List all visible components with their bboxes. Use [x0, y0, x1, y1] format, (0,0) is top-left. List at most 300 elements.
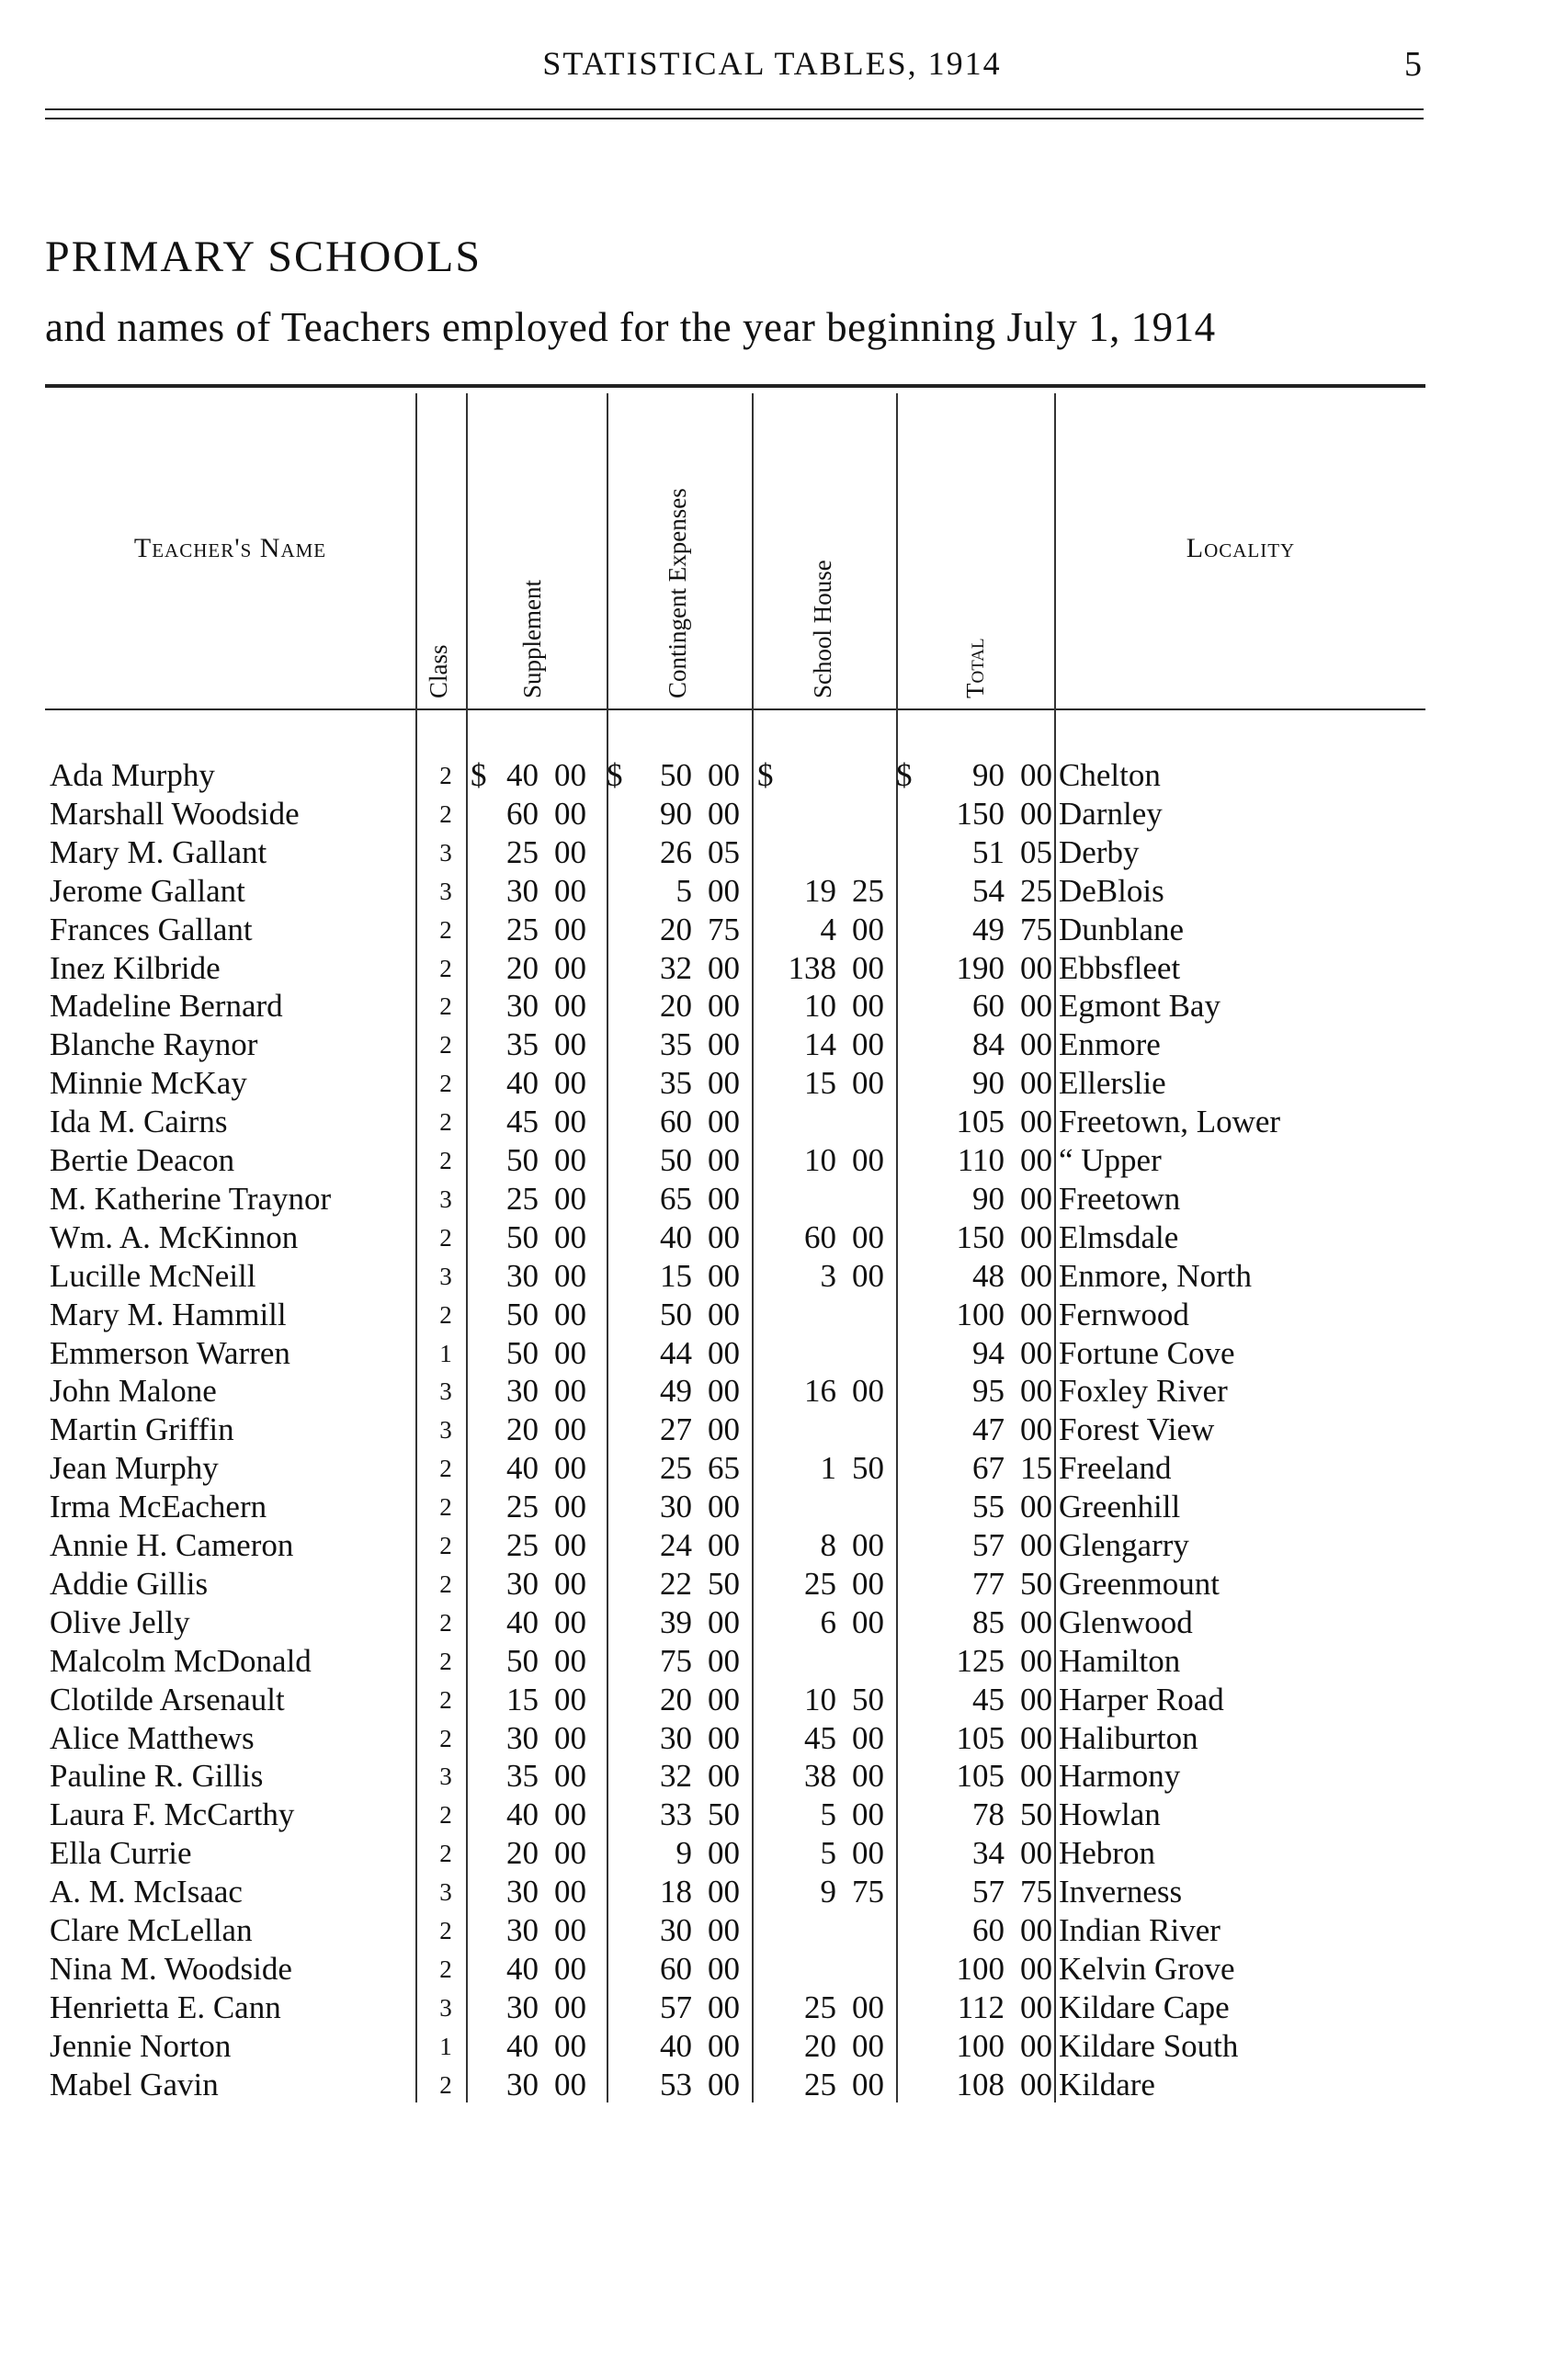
school-house-value-cents: 00 [852, 1527, 884, 1563]
contingent-value [620, 1796, 740, 1834]
contingent-value-cents: 50 [708, 1565, 740, 1602]
total-value-dollars: 100 [956, 1296, 1005, 1332]
column-header-supplement: Supplement [518, 580, 546, 698]
school-house-value [763, 1296, 884, 1334]
school-house-value-dollars: 4 [820, 911, 836, 947]
contingent-value [620, 1257, 740, 1296]
total-value-cents: 00 [1020, 1104, 1052, 1140]
class-value: 2 [439, 992, 452, 1021]
table-row [0, 2066, 1544, 2104]
supplement-value-cents: 00 [554, 1373, 586, 1410]
contingent-value-dollars: 44 [660, 1334, 692, 1371]
header-rule-bottom [45, 118, 1424, 119]
supplement-value-dollars: 40 [506, 1450, 539, 1487]
column-header-contingent: Contingent Expenses [664, 488, 691, 698]
total-value-cents: 00 [1020, 1681, 1052, 1717]
class-value: 2 [439, 1223, 452, 1252]
supplement-value [496, 1526, 586, 1565]
contingent-value-dollars: 18 [660, 1874, 692, 1910]
total-value-dollars: 150 [956, 1218, 1005, 1255]
total-value [914, 872, 1052, 911]
total-value-cents: 05 [1020, 833, 1052, 870]
contingent-value-dollars: 60 [660, 1950, 692, 1987]
total-value-dollars: 94 [972, 1334, 1005, 1371]
locality-value: Freetown [1059, 1180, 1181, 1217]
total-value-cents: 00 [1020, 1912, 1052, 1948]
school-house-value-cents: 00 [852, 1026, 884, 1063]
school-house-value-dollars: 8 [820, 1527, 836, 1563]
contingent-value-dollars: 40 [660, 1218, 692, 1255]
total-value-cents: 00 [1020, 1296, 1052, 1332]
total-value [914, 1141, 1052, 1180]
school-house-value-cents: 00 [852, 1065, 884, 1102]
total-value-dollars: 190 [956, 949, 1005, 986]
contingent-value-cents: 00 [708, 872, 740, 909]
class-value: 2 [439, 1724, 452, 1752]
total-value-dollars: 90 [972, 1065, 1005, 1102]
class-value: 2 [439, 1070, 452, 1098]
supplement-value [496, 1989, 586, 2027]
contingent-value [620, 1681, 740, 1719]
contingent-value [620, 1950, 740, 1989]
locality-value: Kildare Cape [1059, 1989, 1230, 2025]
supplement-value-dollars: 25 [506, 833, 539, 870]
contingent-value-dollars: 9 [676, 1835, 692, 1872]
table-row [0, 795, 1544, 833]
school-house-value-cents: 00 [852, 1719, 884, 1756]
total-value-cents: 00 [1020, 1950, 1052, 1987]
school-house-value-dollars: 1 [820, 1450, 836, 1487]
class-value: 2 [439, 1685, 452, 1714]
locality-value: Inverness [1059, 1874, 1183, 1910]
supplement-value-dollars: 30 [506, 2066, 539, 2102]
total-value-dollars: 105 [956, 1104, 1005, 1140]
supplement-value [496, 911, 586, 949]
total-value-dollars: 90 [972, 1180, 1005, 1217]
contingent-value-dollars: 65 [660, 1180, 692, 1217]
total-value-dollars: 57 [972, 1527, 1005, 1563]
school-house-value [763, 1526, 884, 1565]
school-house-value [763, 1834, 884, 1873]
class-value: 2 [439, 1917, 452, 1944]
table-row [0, 1411, 1544, 1449]
supplement-value-dollars: 25 [506, 911, 539, 947]
teacher-name: Annie H. Cameron [50, 1527, 294, 1563]
table-row [0, 911, 1544, 949]
total-value [914, 833, 1052, 872]
school-house-value [763, 795, 884, 833]
locality-value: Harmony [1059, 1758, 1181, 1795]
contingent-value [620, 1296, 740, 1334]
school-house-value [763, 1796, 884, 1834]
school-house-value-dollars: 60 [804, 1218, 836, 1255]
table-row [0, 1026, 1544, 1064]
contingent-value-cents: 00 [708, 1065, 740, 1102]
locality-value: “ Upper [1059, 1142, 1162, 1178]
school-house-value [763, 1257, 884, 1296]
contingent-value-cents: 05 [708, 833, 740, 870]
total-value-dollars: 112 [957, 1989, 1005, 2025]
teacher-name: Marshall Woodside [50, 795, 300, 832]
supplement-value-cents: 00 [554, 1565, 586, 1602]
contingent-value-cents: 00 [708, 1334, 740, 1371]
total-value-dollars: 105 [956, 1758, 1005, 1795]
contingent-value [620, 1911, 740, 1950]
total-value [914, 795, 1052, 833]
supplement-value-cents: 00 [554, 1604, 586, 1640]
school-house-value [763, 949, 884, 988]
teacher-name: Mary M. Gallant [50, 833, 267, 870]
school-house-value [763, 1757, 884, 1796]
total-value-dollars: 34 [972, 1835, 1005, 1872]
column-header-school-house: School House [809, 560, 836, 698]
locality-value: Enmore, North [1059, 1257, 1252, 1294]
contingent-value-dollars: 53 [660, 2066, 692, 2102]
school-house-value-cents: 00 [852, 1835, 884, 1872]
table-row [0, 872, 1544, 911]
teacher-name: Jennie Norton [50, 2027, 232, 2064]
supplement-value [496, 1796, 586, 1834]
supplement-value-dollars: 40 [506, 1604, 539, 1640]
total-value-dollars: 55 [972, 1489, 1005, 1525]
contingent-value [620, 1026, 740, 1064]
class-value: 2 [439, 1840, 452, 1868]
teacher-name: Frances Gallant [50, 911, 253, 947]
supplement-value-cents: 00 [554, 2027, 586, 2064]
school-house-value-dollars: 10 [804, 1142, 836, 1178]
table-row [0, 1565, 1544, 1604]
contingent-value [620, 911, 740, 949]
school-house-value [763, 1026, 884, 1064]
contingent-value [620, 795, 740, 833]
teacher-name: Pauline R. Gillis [50, 1758, 264, 1795]
table-row [0, 1681, 1544, 1719]
school-house-value-cents: 00 [852, 2027, 884, 2064]
locality-value: Kildare [1059, 2066, 1155, 2102]
total-value-cents: 00 [1020, 1026, 1052, 1063]
total-value-dollars: 150 [956, 795, 1005, 832]
supplement-value-cents: 00 [554, 1104, 586, 1140]
contingent-value-dollars: 32 [660, 1758, 692, 1795]
total-value-dollars: 95 [972, 1373, 1005, 1410]
total-value [914, 1565, 1052, 1604]
table-row [0, 1873, 1544, 1911]
teacher-name: John Malone [50, 1373, 217, 1410]
class-value: 2 [439, 1532, 452, 1559]
school-house-value-dollars: 25 [804, 1989, 836, 2025]
table-row [0, 2027, 1544, 2066]
teacher-name: Addie Gillis [50, 1565, 209, 1602]
school-house-value [763, 1218, 884, 1257]
total-value [914, 1180, 1052, 1218]
total-value-cents: 00 [1020, 2066, 1052, 2102]
table-row [0, 1911, 1544, 1950]
table-row [0, 1488, 1544, 1526]
supplement-value [496, 1411, 586, 1449]
locality-value: Ellerslie [1059, 1065, 1166, 1102]
locality-value: Dunblane [1059, 911, 1185, 947]
supplement-value [496, 756, 586, 795]
contingent-value [620, 1834, 740, 1873]
page-subtitle: and names of Teachers employed for the year beginning July 1, 1914 [45, 304, 1216, 350]
table-header-rule [45, 708, 1425, 710]
school-house-value [763, 1180, 884, 1218]
teacher-name: Mabel Gavin [50, 2066, 219, 2102]
supplement-value-dollars: 50 [506, 1642, 539, 1679]
currency-sign: $ [471, 757, 487, 793]
supplement-value-cents: 00 [554, 1411, 586, 1448]
teacher-name: Alice Matthews [50, 1719, 255, 1756]
total-value [914, 1642, 1052, 1681]
supplement-value-cents: 00 [554, 949, 586, 986]
school-house-value-dollars: 38 [804, 1758, 836, 1795]
class-value: 2 [439, 1955, 452, 1983]
class-value: 2 [439, 1300, 452, 1329]
school-house-value-cents: 50 [852, 1450, 884, 1487]
supplement-value-cents: 00 [554, 1912, 586, 1948]
school-house-value [763, 911, 884, 949]
school-house-value [763, 1911, 884, 1950]
supplement-value-cents: 00 [554, 1874, 586, 1910]
contingent-value [620, 1488, 740, 1526]
supplement-value-cents: 00 [554, 1180, 586, 1217]
locality-value: Chelton [1059, 757, 1161, 793]
supplement-value-cents: 00 [554, 1642, 586, 1679]
table-row [0, 1180, 1544, 1218]
total-value [914, 1411, 1052, 1449]
table-row [0, 833, 1544, 872]
contingent-value-dollars: 30 [660, 1719, 692, 1756]
contingent-value-dollars: 20 [660, 1681, 692, 1717]
supplement-value [496, 1180, 586, 1218]
supplement-value-cents: 00 [554, 911, 586, 947]
currency-sign: $ [757, 757, 774, 793]
contingent-value-dollars: 39 [660, 1604, 692, 1640]
supplement-value [496, 1026, 586, 1064]
contingent-value-dollars: 50 [660, 1296, 692, 1332]
teacher-name: Bertie Deacon [50, 1142, 235, 1178]
school-house-value-dollars: 16 [804, 1373, 836, 1410]
total-value-dollars: 57 [972, 1874, 1005, 1910]
total-value [914, 1604, 1052, 1642]
table-row [0, 1526, 1544, 1565]
total-value-dollars: 110 [957, 1142, 1005, 1178]
contingent-value-cents: 00 [708, 795, 740, 832]
teacher-name: Lucille McNeill [50, 1257, 256, 1294]
total-value-dollars: 60 [972, 1912, 1005, 1948]
table-row [0, 1334, 1544, 1373]
total-value [914, 1719, 1052, 1758]
contingent-value [620, 1642, 740, 1681]
supplement-value-dollars: 40 [506, 1065, 539, 1102]
total-value-cents: 00 [1020, 1218, 1052, 1255]
teacher-name: Wm. A. McKinnon [50, 1218, 299, 1255]
teacher-name: Ida M. Cairns [50, 1104, 228, 1140]
total-value-dollars: 47 [972, 1411, 1005, 1448]
contingent-value-dollars: 40 [660, 2027, 692, 2064]
table-row [0, 1834, 1544, 1873]
total-value-cents: 00 [1020, 1719, 1052, 1756]
contingent-value-dollars: 50 [660, 1142, 692, 1178]
school-house-value-cents: 00 [852, 1796, 884, 1833]
contingent-value [620, 1604, 740, 1642]
supplement-value-dollars: 30 [506, 1257, 539, 1294]
supplement-value [496, 1873, 586, 1911]
school-house-value-cents: 75 [852, 1874, 884, 1910]
teacher-name: Olive Jelly [50, 1604, 190, 1640]
school-house-value-cents: 00 [852, 949, 884, 986]
supplement-value-dollars: 60 [506, 795, 539, 832]
school-house-value-cents: 25 [852, 872, 884, 909]
class-value: 2 [439, 1801, 452, 1830]
total-value-dollars: 51 [972, 833, 1005, 870]
supplement-value-dollars: 20 [506, 1835, 539, 1872]
supplement-value [496, 2066, 586, 2104]
contingent-value-dollars: 35 [660, 1026, 692, 1063]
supplement-value [496, 2027, 586, 2066]
contingent-value [620, 756, 740, 795]
supplement-value-dollars: 25 [506, 1527, 539, 1563]
supplement-value-dollars: 30 [506, 1912, 539, 1948]
supplement-value-dollars: 50 [506, 1296, 539, 1332]
locality-value: DeBlois [1059, 872, 1164, 909]
supplement-value [496, 1296, 586, 1334]
class-value: 3 [439, 1762, 452, 1791]
supplement-value [496, 1604, 586, 1642]
class-value: 2 [439, 954, 452, 982]
contingent-value [620, 1873, 740, 1911]
total-value-dollars: 45 [972, 1681, 1005, 1717]
class-value: 2 [439, 1493, 452, 1522]
teacher-name: Inez Kilbride [50, 949, 221, 986]
school-house-value-dollars: 45 [804, 1719, 836, 1756]
supplement-value-cents: 00 [554, 1950, 586, 1987]
locality-value: Kildare South [1059, 2027, 1239, 2064]
locality-value: Forest View [1059, 1411, 1215, 1448]
total-value-dollars: 85 [972, 1604, 1005, 1640]
school-house-value [763, 1372, 884, 1411]
total-value-cents: 00 [1020, 2027, 1052, 2064]
total-value-cents: 00 [1020, 1180, 1052, 1217]
school-house-value [763, 1681, 884, 1719]
supplement-value-dollars: 30 [506, 1989, 539, 2025]
total-value-cents: 00 [1020, 1334, 1052, 1371]
contingent-value-dollars: 90 [660, 795, 692, 832]
contingent-value [620, 1526, 740, 1565]
total-value-dollars: 100 [956, 2027, 1005, 2064]
contingent-value [620, 1064, 740, 1103]
class-value: 2 [439, 762, 452, 789]
school-house-value [763, 2066, 884, 2104]
total-value [914, 1334, 1052, 1373]
supplement-value-cents: 00 [554, 757, 586, 793]
school-house-value-dollars: 10 [804, 988, 836, 1025]
supplement-value-dollars: 30 [506, 872, 539, 909]
supplement-value-dollars: 40 [506, 757, 539, 793]
total-value-cents: 00 [1020, 757, 1052, 793]
contingent-value-cents: 00 [708, 1026, 740, 1063]
contingent-value-cents: 00 [708, 1912, 740, 1948]
supplement-value-cents: 00 [554, 795, 586, 832]
supplement-value [496, 1681, 586, 1719]
locality-value: Elmsdale [1059, 1218, 1179, 1255]
total-value-cents: 00 [1020, 795, 1052, 832]
contingent-value-cents: 00 [708, 1180, 740, 1217]
class-value: 3 [439, 1377, 452, 1406]
supplement-value-dollars: 40 [506, 2027, 539, 2064]
supplement-value [496, 1757, 586, 1796]
supplement-value-dollars: 50 [506, 1218, 539, 1255]
contingent-value-cents: 00 [708, 949, 740, 986]
total-value-cents: 00 [1020, 1758, 1052, 1795]
total-value [914, 1950, 1052, 1989]
school-house-value-cents: 00 [852, 1373, 884, 1410]
supplement-value [496, 795, 586, 833]
supplement-value-dollars: 25 [506, 1489, 539, 1525]
school-house-value-cents: 00 [852, 988, 884, 1025]
total-value-cents: 00 [1020, 988, 1052, 1025]
contingent-value [620, 1989, 740, 2027]
school-house-value-cents: 50 [852, 1681, 884, 1717]
teacher-name: M. Katherine Traynor [50, 1180, 332, 1217]
contingent-value [620, 1719, 740, 1758]
contingent-value-cents: 00 [708, 1489, 740, 1525]
contingent-value [620, 1334, 740, 1373]
school-house-value [763, 872, 884, 911]
school-house-value [763, 1449, 884, 1488]
total-value-cents: 00 [1020, 1142, 1052, 1178]
total-value-dollars: 100 [956, 1950, 1005, 1987]
supplement-value [496, 1719, 586, 1758]
total-value-dollars: 48 [972, 1257, 1005, 1294]
contingent-value-cents: 00 [708, 1642, 740, 1679]
total-value [914, 1449, 1052, 1488]
total-value-cents: 75 [1020, 1874, 1052, 1910]
total-value [914, 1296, 1052, 1334]
school-house-value [763, 987, 884, 1026]
total-value [914, 1989, 1052, 2027]
total-value-cents: 00 [1020, 949, 1052, 986]
supplement-value-cents: 00 [554, 1257, 586, 1294]
total-value [914, 1218, 1052, 1257]
contingent-value [620, 872, 740, 911]
total-value-dollars: 84 [972, 1026, 1005, 1063]
supplement-value-dollars: 40 [506, 1950, 539, 1987]
column-header-total: Total [961, 638, 989, 698]
school-house-value [763, 1989, 884, 2027]
school-house-value [763, 1141, 884, 1180]
total-value-cents: 00 [1020, 1604, 1052, 1640]
supplement-value-dollars: 40 [506, 1796, 539, 1833]
contingent-value-cents: 00 [708, 1989, 740, 2025]
contingent-value-dollars: 30 [660, 1489, 692, 1525]
header-rule-top [45, 108, 1424, 110]
supplement-value-cents: 00 [554, 1296, 586, 1332]
contingent-value-dollars: 20 [660, 911, 692, 947]
contingent-value-dollars: 35 [660, 1065, 692, 1102]
class-value: 3 [439, 838, 452, 867]
locality-value: Hebron [1059, 1835, 1155, 1872]
contingent-value-cents: 00 [708, 2027, 740, 2064]
table-row [0, 1950, 1544, 1989]
column-header-class: Class [425, 644, 452, 698]
contingent-value-cents: 00 [708, 1104, 740, 1140]
total-value-cents: 50 [1020, 1565, 1052, 1602]
supplement-value [496, 1449, 586, 1488]
class-value: 2 [439, 1108, 452, 1137]
locality-value: Freetown, Lower [1059, 1104, 1281, 1140]
supplement-value-cents: 00 [554, 1334, 586, 1371]
